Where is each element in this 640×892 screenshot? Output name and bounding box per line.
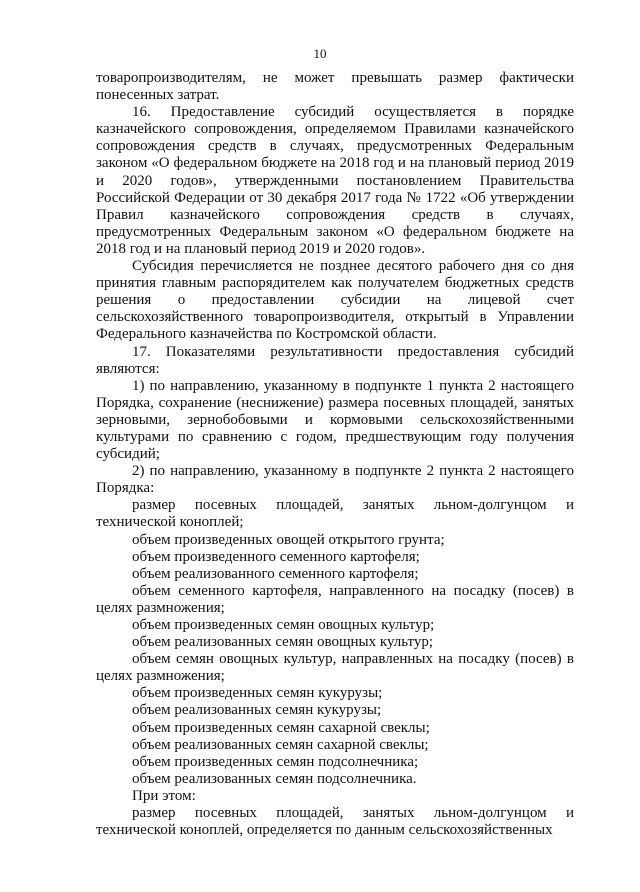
page-number: 10	[313, 46, 327, 61]
indicator-item: объем семенного картофеля, направленного на посадку (посев) в целях размножения;	[96, 582, 574, 616]
paragraph-continuation: товаропроизводителям, не может превышать размер фактически понесенных затрат.	[96, 70, 574, 104]
indicator-item: объем реализованных семян подсолнечника.	[132, 770, 417, 787]
indicator-item: объем реализованных семян сахарной свеклы;	[132, 736, 429, 753]
indicator-item: объем произведенных семян кукурузы;	[132, 685, 383, 702]
indicator-flax-area: размер посевных площадей, занятых льном-долгунцом и технической коноплей;	[96, 497, 574, 531]
paragraph-direction-1: 1) по направлению, указанному в подпункте 1 пункта 2 настоящего Порядка, сохранение (неснижение) размера посевных площадей, занятых зерновыми, зернобобовыми и кормовыми сельскохозяйственными культурами по сравнению с годом, предшествующим году получения субсидий;	[96, 377, 574, 463]
indicator-item: объем реализованного семенного картофеля;	[132, 565, 419, 582]
paragraph-note: При этом:	[132, 787, 196, 804]
document-body	[96, 70, 574, 839]
indicator-item: объем семян овощных культур, направленных на посадку (посев) в целях размножения;	[96, 651, 574, 685]
indicator-item: объем произведенных овощей открытого грунта;	[132, 531, 445, 548]
indicator-item: объем произведенного семенного картофеля;	[132, 548, 420, 565]
indicator-item: объем произведенных семян сахарной свеклы;	[132, 719, 430, 736]
paragraph-flax-area-source: размер посевных площадей, занятых льном-долгунцом и технической коноплей, определяется по данным сельскохозяйственных	[96, 805, 574, 839]
paragraph-16: 16. Предоставление субсидий осуществляется в порядке казначейского сопровождения, определяемом Правилами казначейского сопровождения средств в случаях, предусмотренных Федеральным законом «О федеральном бюджете на 2018 год и на плановый период 2019 и 2020 годов», утвержденными постановлением Правительства Российской Федерации от 30 декабря 2017 года № 1722 «Об утверждении Правил казначейского сопровождения средств в случаях, предусмотренных Федеральным законом «О федеральном бюджете на 2018 год и на плановый период 2019 и 2020 годов».	[96, 104, 574, 257]
paragraph-17: 17. Показателями результативности предоставления субсидий являются:	[96, 343, 574, 377]
paragraph-subsidy-transfer: Субсидия перечисляется не позднее десятого рабочего дня со дня принятия главным распорядителем как получателем бюджетных средств решения о предоставлении субсидии на лицевой счет сельскохозяйственного товаропроизводителя, открытый в Управлении Федерального казначейства по Костромской области.	[96, 258, 574, 343]
paragraph-direction-2: 2) по направлению, указанному в подпункте 2 пункта 2 настоящего Порядка:	[96, 463, 574, 497]
indicator-item: объем произведенных семян подсолнечника;	[132, 753, 419, 770]
indicator-item: объем реализованных семян овощных культур;	[132, 634, 434, 651]
indicator-item: объем произведенных семян овощных культур;	[132, 617, 435, 633]
indicator-item: объем реализованных семян кукурузы;	[132, 702, 382, 719]
